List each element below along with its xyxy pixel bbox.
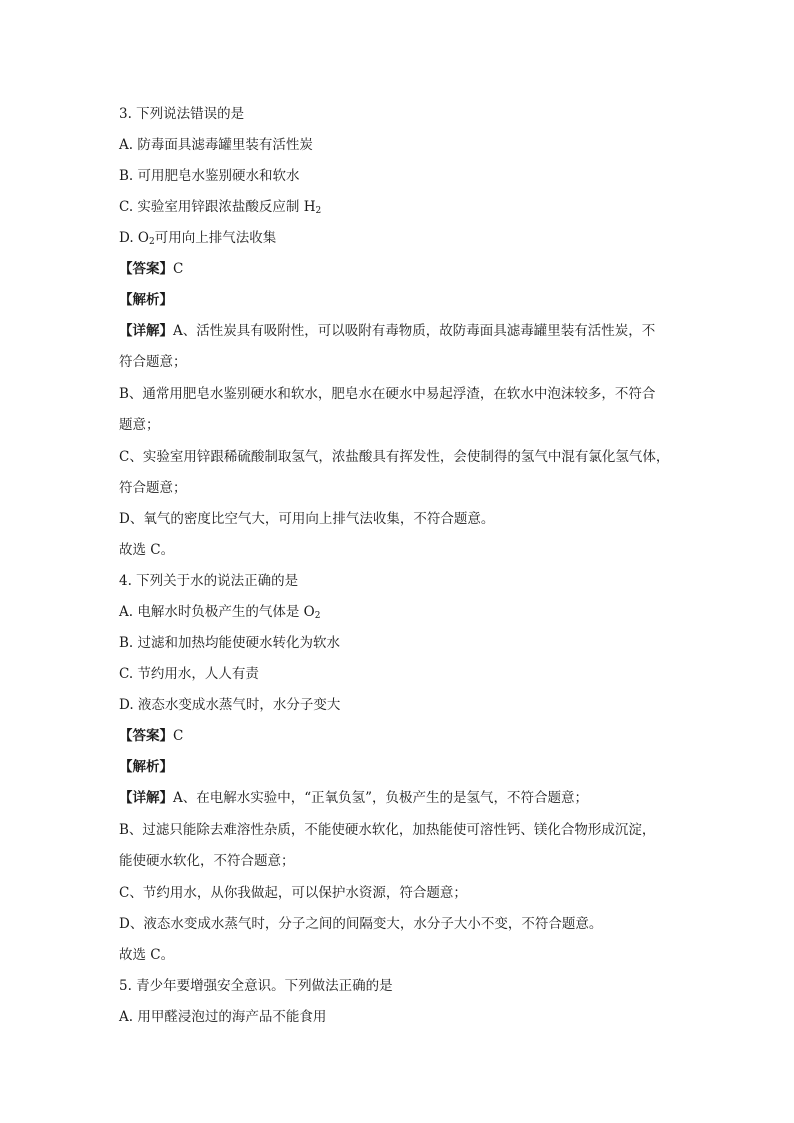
- question-4-option-b: B. 过滤和加热均能使硬水转化为软水: [119, 635, 341, 651]
- question-4-conclusion: 故选 C。: [119, 947, 175, 963]
- question-5-option-a: A. 用甲醛浸泡过的海产品不能食用: [119, 1009, 327, 1025]
- detail-text: A、活性炭具有吸附性，可以吸附有毒物质，故防毒面具滤毒罐里装有活性炭，不: [173, 323, 656, 339]
- detail-text: A、在电解水实验中，“正氧负氢”，负极产生的是氢气，不符合题意；: [173, 790, 589, 806]
- question-4-answer: [119, 726, 679, 746]
- detail-label: 【详解】: [119, 790, 173, 806]
- question-3-option-a: A. 防毒面具滤毒罐里装有活性炭: [119, 137, 313, 153]
- question-4-detail-4: C、节约用水，从你我做起，可以保护水资源，符合题意；: [119, 885, 467, 901]
- question-3-analysis-label: 【解析】: [119, 292, 173, 308]
- question-3-detail-3: B、通常用肥皂水鉴别硬水和软水，肥皂水在硬水中易起浮渣，在软水中泡沫较多，不符合: [119, 386, 656, 402]
- question-4-option-d: D. 液态水变成水蒸气时，水分子变大: [119, 697, 341, 713]
- question-4-option-a-text: A. 电解水时负极产生的气体是 O: [119, 604, 315, 620]
- question-5-stem: 5. 青少年要增强安全意识。下列做法正确的是: [119, 978, 393, 994]
- question-4-detail-2: B、过滤只能除去难溶性杂质，不能使硬水软化，加热能使可溶性钙、镁化合物形成沉淀，: [119, 822, 656, 838]
- question-3-option-b: B. 可用肥皂水鉴别硬水和软水: [119, 168, 300, 184]
- question-3-answer: [119, 259, 679, 279]
- question-3-detail-1: [119, 321, 679, 341]
- question-4-detail-5: D、液态水变成水蒸气时，分子之间的间隔变大，水分子大小不变，不符合题意。: [119, 916, 603, 932]
- subscript: 2: [314, 611, 321, 621]
- question-3-option-c-text: C. 实验室用锌跟浓盐酸反应制 H: [119, 199, 316, 215]
- question-3-detail-6: 符合题意；: [119, 480, 187, 496]
- question-3-option-d-rest: 可用向上排气法收集: [154, 230, 277, 246]
- answer-value: C: [173, 261, 184, 277]
- answer-label: 【答案】: [119, 261, 173, 277]
- answer-label: 【答案】: [119, 728, 173, 744]
- question-3-option-c: [119, 197, 679, 217]
- question-3-option-d: [119, 228, 679, 248]
- question-3-conclusion: 故选 C。: [119, 542, 175, 558]
- question-4-option-c: C. 节约用水，人人有责: [119, 666, 259, 682]
- question-4-detail-3: 能使硬水软化，不符合题意；: [119, 853, 295, 869]
- question-3-option-d-text: D. O: [119, 230, 149, 246]
- question-3-stem: 3. 下列说法错误的是: [119, 106, 245, 122]
- question-3-detail-4: 题意；: [119, 417, 160, 433]
- question-4-option-a: [119, 602, 679, 622]
- question-3-detail-5: C、实验室用锌跟稀硫酸制取氢气，浓盐酸具有挥发性，会使制得的氢气中混有氯化氢气体，: [119, 449, 670, 465]
- question-3-detail-2: 符合题意；: [119, 354, 187, 370]
- subscript: 2: [149, 237, 155, 247]
- question-4-stem: 4. 下列关于水的说法正确的是: [119, 573, 299, 589]
- subscript: 2: [315, 206, 322, 216]
- question-3-detail-7: D、氧气的密度比空气大，可用向上排气法收集，不符合题意。: [119, 511, 495, 527]
- question-4-detail-1: [119, 788, 679, 808]
- answer-value: C: [173, 728, 184, 744]
- detail-label: 【详解】: [119, 323, 173, 339]
- question-4-analysis-label: 【解析】: [119, 759, 173, 775]
